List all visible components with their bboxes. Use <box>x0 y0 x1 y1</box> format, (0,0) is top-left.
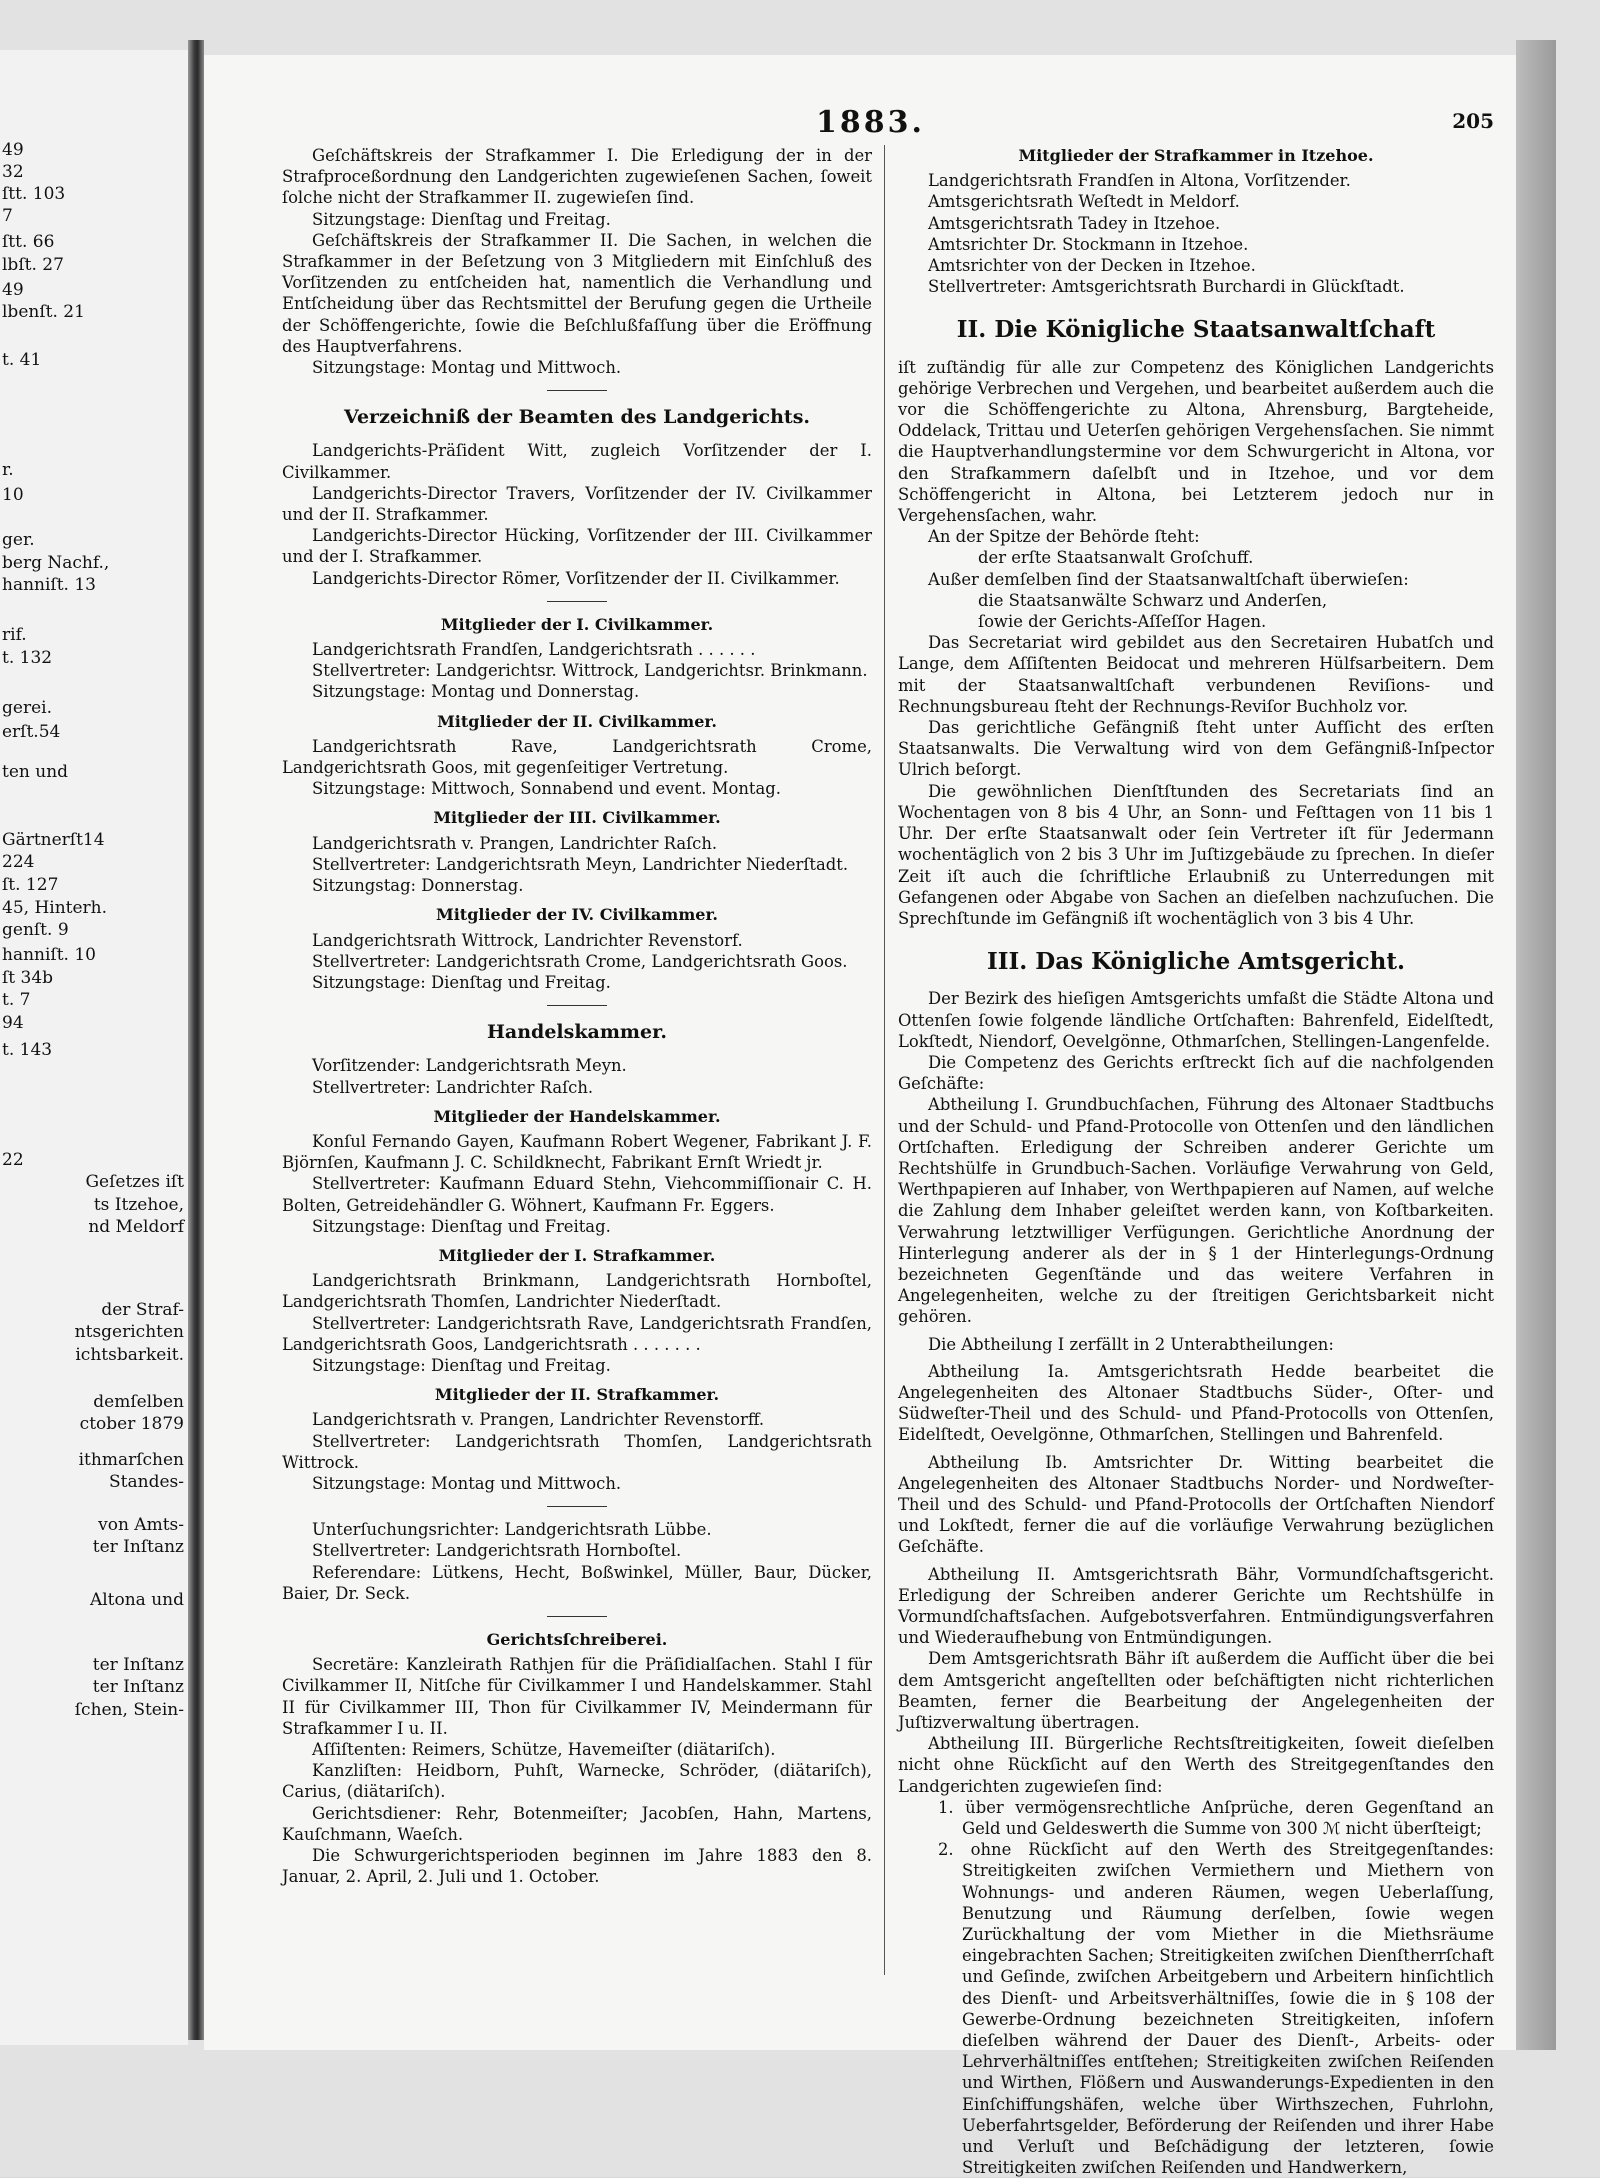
paragraph: Die Schwurgerichtsperioden beginnen im Jahre 1883 den 8. Januar, 2. April, 2. Juli und 1. October. <box>282 1846 872 1887</box>
fragment-line: von Amts- <box>98 1515 184 1535</box>
fragment-line: erſt.54 <box>2 722 61 742</box>
paragraph: Dem Amtsgerichtsrath Bähr iſt außerdem die Aufſicht über die bei dem Amtsgericht angeſtellten oder beſchäftigten nicht richterlichen Beamten, ferner die Bearbeitung der Angelegenheiten der Juſtizverwaltung übertragen. <box>898 1649 1494 1733</box>
paragraph: Landgerichtsrath Frandſen in Altona, Vorſitzender. <box>928 171 1351 191</box>
subsection-heading: Mitglieder der I. Strafkammer. <box>438 1245 716 1265</box>
book-gutter <box>188 40 204 2040</box>
paragraph: Abtheilung III. Bürgerliche Rechtsſtreitigkeiten, ſoweit dieſelben nicht ohne Rückſicht auf den Werth des Streitgegenſtandes den Landgerichten zugewieſen ſind: <box>898 1734 1494 1796</box>
paragraph: Geſchäftskreis der Strafkammer II. Die Sachen, in welchen die Strafkammer in der Beſetzung von 3 Mitgliedern mit Einſchluß des Vorſitzenden zu entſcheiden hat, namentlich die Verhandlung und Entſcheidung über das Rechtsmittel der Berufung gegen die Urtheile der Schöffengerichte, ſowie die Beſchlußfaſſung über die Eröffnung des Hauptverfahrens. <box>282 230 872 356</box>
paragraph: ſowie der Gerichts-Aſſeſſor Hagen. <box>978 612 1267 632</box>
fragment-line: t. 7 <box>2 990 31 1010</box>
fragment-line: 7 <box>2 206 13 226</box>
fragment-line: ts Itzehoe, <box>93 1195 184 1215</box>
paragraph: Die Abtheilung I zerfällt in 2 Unterabtheilungen: <box>928 1334 1334 1354</box>
page-year: 1883. <box>816 105 925 140</box>
paragraph: Abtheilung Ib. Amtsrichter Dr. Witting bearbeitet die Angelegenheiten des Altonaer Stadtbuchs Norder- und Nordweſter-Theil und des Schuld- und Pfand-Protocolls der Ortſchaften Niendorf und Lokſtedt, ferner die auf die vorläufige Verwahrung bezüglichen Geſchäfte. <box>898 1452 1494 1557</box>
section-heading: Verzeichniß der Beamten des Landgerichts. <box>343 406 811 429</box>
paragraph: Stellvertreter: Landgerichtsrath Thomſen, Landgerichtsrath Wittrock. <box>282 1431 872 1472</box>
paragraph: Sitzungstag: Donnerstag. <box>312 876 524 896</box>
paragraph: Vorſitzender: Landgerichtsrath Meyn. <box>312 1056 627 1076</box>
fragment-line: demſelben <box>93 1392 184 1412</box>
fragment-line: genſt. 9 <box>2 920 69 940</box>
paragraph: Der Bezirk des hieſigen Amtsgerichts umfaßt die Städte Altona und Ottenſen ſowie folgende ländliche Ortſchaften: Bahrenfeld, Eidelſtedt, Lokſtedt, Niendorf, Oevelgönne, Othmarſchen, Stellingen-Langenfelde. <box>898 989 1494 1051</box>
paragraph: Landgerichtsrath Brinkmann, Landgerichtsrath Hornboſtel, Landgerichtsrath Thomſen, Landrichter Niederſtadt. <box>282 1271 872 1312</box>
subsection-heading: Gerichtsſchreiberei. <box>486 1629 668 1649</box>
fragment-line: r. <box>2 460 14 480</box>
paragraph: der erſte Staatsanwalt Groſchuff. <box>978 548 1254 568</box>
fragment-line: ſt. 127 <box>2 875 59 895</box>
fragment-line: ter Inſtanz <box>92 1655 184 1675</box>
section-heading: II. Die Königliche Staatsanwaltſchaft <box>956 316 1436 344</box>
fragment-line: Gärtnerſt14 <box>2 830 105 850</box>
paragraph: Sitzungstage: Dienſtag und Freitag. <box>312 1355 611 1375</box>
paragraph: An der Spitze der Behörde ſteht: <box>928 527 1200 547</box>
fragment-line: ntsgerichten <box>74 1322 184 1342</box>
paragraph: Amtsrichter Dr. Stockmann in Itzehoe. <box>928 234 1249 254</box>
paragraph: Kanzliſten: Heidborn, Puhſt, Warnecke, Schröder, (diätariſch), Carius, (diätariſch). <box>282 1761 872 1802</box>
paragraph: Landgerichtsrath Frandſen, Landgerichtsrath . . . . . . <box>312 640 756 660</box>
fragment-line: 224 <box>2 852 35 872</box>
column-divider <box>884 145 885 1975</box>
fragment-line: 10 <box>2 485 24 505</box>
fragment-line: ſtt. 66 <box>2 232 55 252</box>
paragraph: Sitzungstage: Mittwoch, Sonnabend und event. Montag. <box>312 779 781 799</box>
section-heading: Handelskammer. <box>486 1021 668 1044</box>
left-column <box>282 145 872 1887</box>
competence-list <box>898 1797 1494 2178</box>
fragment-line: Altona und <box>89 1590 184 1610</box>
paragraph: Stellvertreter: Kaufmann Eduard Stehn, Viehcommiſſionair C. H. Bolten, Getreidehändler G. Wöhnert, Kaufmann Fr. Eggers. <box>282 1174 872 1215</box>
fragment-line: ithmarſchen <box>78 1450 184 1470</box>
fragment-line: gerei. <box>2 698 52 718</box>
paragraph: Abtheilung II. Amtsgerichtsrath Bähr, Vormundſchaftsgericht. Erledigung der Schreiben anderer Gerichte um Rechtshülfe in Vormundſchaftsſachen. Aufgebotsverfahren. Entmündigungsverfahren und Wiederaufhebung von Entmündigungen. <box>898 1564 1494 1648</box>
paragraph: Stellvertreter: Landgerichtsrath Crome, Landgerichtsrath Goos. <box>312 951 848 971</box>
fragment-line: t. 41 <box>2 350 42 370</box>
paragraph: Landgerichtsrath v. Prangen, Landrichter Raſch. <box>312 833 718 853</box>
separator <box>547 601 607 602</box>
paragraph: Amtsgerichtsrath Weſtedt in Meldorf. <box>928 192 1240 212</box>
subsection-heading: Mitglieder der II. Strafkammer. <box>434 1385 720 1405</box>
fragment-line: 49 <box>2 140 24 160</box>
fragment-line: ctober 1879 <box>79 1414 184 1434</box>
paragraph: Secretäre: Kanzleirath Rathjen für die Präſidialſachen. Stahl I für Civilkammer II, Nitſche für Civilkammer I und Handelskammer. Stahl II für Civilkammer III, Thon für Civilkammer IV, Meindermann für Strafkammer I u. II. <box>282 1655 872 1738</box>
fragment-line: 49 <box>2 280 24 300</box>
paragraph: Stellvertreter: Landgerichtsrath Hornboſtel. <box>312 1541 682 1561</box>
page-header <box>204 105 1516 145</box>
separator <box>547 390 607 391</box>
paragraph: Das gerichtliche Gefängniß ſteht unter Aufſicht des erſten Staatsanwalts. Die Verwaltung wird von dem Gefängniß-Inſpector Ulrich beſorgt. <box>898 718 1494 780</box>
fragment-line: ſt 34b <box>2 968 54 988</box>
fragment-line: lbſt. 27 <box>2 255 64 275</box>
fragment-line: 32 <box>2 162 24 182</box>
paragraph: Sitzungstage: Montag und Mittwoch. <box>312 358 622 378</box>
fragment-line: lbenſt. 21 <box>2 302 85 322</box>
fragment-line: 45, Hinterh. <box>2 898 108 918</box>
fragment-line: rif. <box>2 625 27 645</box>
paragraph: Stellvertreter: Landrichter Raſch. <box>312 1077 594 1097</box>
subsection-heading: Mitglieder der I. Civilkammer. <box>440 614 714 634</box>
paragraph: Landgerichts-Director Römer, Vorſitzender der II. Civilkammer. <box>312 568 840 588</box>
paragraph: Landgerichts-Director Travers, Vorſitzender der IV. Civilkammer und der II. Strafkammer. <box>282 483 872 525</box>
paragraph: Das Secretariat wird gebildet aus den Secretairen Hubatſch und Lange, dem Aſſiſtenten Beidocat und mehreren Hülfsarbeitern. Dem mit der Staatsanwaltſchaft verbundenen Reviſions- und Rechnungsbureau ſteht der Rechnungs-Reviſor Buchholz vor. <box>898 633 1494 716</box>
paragraph: Sitzungstage: Dienſtag und Freitag. <box>312 1216 611 1236</box>
paragraph: Referendare: Lütkens, Hecht, Boßwinkel, Müller, Baur, Dücker, Baier, Dr. Seck. <box>282 1562 872 1603</box>
page-number: 205 <box>1452 109 1494 133</box>
fragment-line: der Straf- <box>101 1300 184 1320</box>
fragment-line: Standes- <box>109 1472 184 1492</box>
paragraph: iſt zuſtändig für alle zur Competenz des Königlichen Landgerichts gehörige Verbrechen und Vergehen, und bearbeitet außerdem auch die vor die Schöffengerichte zu Altona, Ahrensburg, Bargteheide, Oddelack, Trittau und Ueterſen gehörigen Vergehensſachen. Sie nimmt die Hauptverhandlungstermine vor dem Schwurgericht in Altona, vor den Strafkammern daſelbſt und in Itzehoe, und vor dem Schöffengericht in Altona, bei Letzterem jedoch nur in Vergehensſachen, wahr. <box>898 357 1494 526</box>
list-item: 2. ohne Rückſicht auf den Werth des Streitgegenſtandes: Streitigkeiten zwiſchen Vermiethern und Miethern von Wohnungs- und anderen Räumen, wegen Ueberlaſſung, Benutzung und Räumung derſelben, ſowie wegen Zurückhaltung der vom Miether in die Miethsräume eingebrachten Sachen; Streitigkeiten zwiſchen Dienſtherrſchaft und Geſinde, zwiſchen Arbeitgebern und Arbeitern hinſichtlich des Dienſt- und Arbeitsverhältniſſes, ſowie die in § 108 der Gewerbe-Ordnung bezeichneten Streitigkeiten, inſofern dieſelben während der Dauer des Dienſt-, Arbeits- oder Lehrverhältniſſes entſtehen; Streitigkeiten zwiſchen Reiſenden und Wirthen, Flößern und Auswanderungs-Expedienten in den Einſchiffungshäfen, welche über Wirthszechen, Fuhrlohn, Ueberfahrtsgelder, Beförderung der Reiſenden und ihrer Habe und Verluſt und Beſchädigung der letzteren, ſowie Streitigkeiten zwiſchen Reiſenden und Handwerkern, <box>938 1840 1494 2178</box>
document-page <box>204 55 1516 2178</box>
fragment-line: ter Inſtanz <box>92 1537 184 1557</box>
section-heading: III. Das Königliche Amtsgericht. <box>987 948 1405 976</box>
paragraph: Gerichtsdiener: Rehr, Botenmeiſter; Jacobſen, Hahn, Martens, Kauſchmann, Waeſch. <box>282 1803 872 1844</box>
paragraph: Unterſuchungsrichter: Landgerichtsrath Lübbe. <box>312 1520 712 1540</box>
fragment-line: ger. <box>2 530 35 550</box>
paragraph: Landgerichtsrath Wittrock, Landrichter Revenstorf. <box>312 930 743 950</box>
paragraph: Aſſiſtenten: Reimers, Schütze, Havemeiſter (diätariſch). <box>312 1740 776 1759</box>
fragment-line: ichtsbarkeit. <box>75 1345 184 1365</box>
paragraph: Landgerichts-Präſident Witt, zugleich Vorſitzender der I. Civilkammer. <box>282 441 872 482</box>
paragraph: Sitzungstage: Montag und Mittwoch. <box>312 1473 622 1493</box>
fragment-line: Geſetzes iſt <box>85 1172 184 1192</box>
fragment-line: hanniſt. 10 <box>2 945 96 965</box>
fragment-line: t. 132 <box>2 648 53 668</box>
paragraph: Amtsgerichtsrath Tadey in Itzehoe. <box>928 213 1221 233</box>
paragraph: Stellvertreter: Landgerichtsrath Meyn, Landrichter Niederſtadt. <box>312 854 849 874</box>
paragraph: Die gewöhnlichen Dienſtſtunden des Secretariats ſind an Wochentagen von 8 bis 4 Uhr, an Sonn- und Feſttagen von 11 bis 1 Uhr. Der erſte Staatsanwalt oder ſein Vertreter iſt für Jedermann wochentäglich von 2 bis 3 Uhr im Juſtizgebäude zu ſprechen. In dieſer Zeit iſt auch die ſchriftliche Erlaubniß zu Unterredungen mit Gefangenen oder Abgabe von Sachen an dieſelben nachzuſuchen. Die Sprechſtunde im Gefängniß iſt wochentäglich von 3 bis 4 Uhr. <box>898 781 1494 928</box>
subsection-heading: Mitglieder der II. Civilkammer. <box>437 711 717 731</box>
paragraph: Geſchäftskreis der Strafkammer I. Die Erledigung der in der Strafproceßordnung den Landgerichten zugewieſenen Sachen, ſoweit ſolche nicht der Strafkammer II. zugewieſen ſind. <box>282 146 872 208</box>
fragment-line: berg Nachf., <box>2 553 110 573</box>
paragraph: Die Competenz des Gerichts erſtreckt ſich auf die nachfolgenden Geſchäfte: <box>898 1052 1494 1094</box>
subsection-heading: Mitglieder der III. Civilkammer. <box>433 808 721 828</box>
paragraph: Landgerichtsrath Rave, Landgerichtsrath Crome, Landgerichtsrath Goos, mit gegenſeitiger Vertretung. <box>282 736 872 778</box>
paragraph: die Staatsanwälte Schwarz und Anderſen, <box>978 590 1328 610</box>
paragraph: Abtheilung I. Grundbuchſachen, Führung des Altonaer Stadtbuchs und der Schuld- und Pfand-Protocolle von Ottenſen und den ländlichen Ortſchaften. Erledigung der Schreiben anderer Gerichte um Rechtshülfe in Grundbuch-Sachen. Vorläufige Verwahrung von Geld, Werthpapieren auf Inhaber, von Werthpapieren auf Namen, auf welche die Zahlung dem Inhaber geleiſtet werden kann, von Koſtbarkeiten. Verwahrung letztwilliger Verfügungen. Gerichtliche Anordnung der Hinterlegung anderer als der in § 1 der Hinterlegungs-Ordnung bezeichneten Gegenſtände und das weitere Verfahren in Angelegenheiten, welche zu der ſtreitigen Gerichtsbarkeit nicht gehören. <box>898 1095 1494 1327</box>
subsection-heading: Mitglieder der Handelskammer. <box>433 1106 721 1126</box>
fragment-line: ſchen, Stein- <box>74 1700 184 1720</box>
fragment-line: ſtt. 103 <box>2 184 66 204</box>
subsection-heading: Mitglieder der Strafkammer in Itzehoe. <box>1018 146 1374 165</box>
right-column <box>898 145 1494 2178</box>
paragraph: Stellvertreter: Landgerichtsrath Rave, Landgerichtsrath Frandſen, Landgerichtsrath Goos, Landgerichtsrath . . . . . . . <box>282 1313 872 1354</box>
page-edge <box>1516 40 1556 2050</box>
paragraph: Konſul Fernando Gayen, Kaufmann Robert Wegener, Fabrikant J. F. Björnſen, Kaufmann J. C. Schildknecht, Fabrikant Ernſt Wriedt jr. <box>282 1131 872 1173</box>
paragraph: Amtsrichter von der Decken in Itzehoe. <box>928 256 1256 276</box>
subsection-heading: Mitglieder der IV. Civilkammer. <box>436 905 718 925</box>
paragraph: Landgerichtsrath v. Prangen, Landrichter Revenstorff. <box>312 1410 765 1430</box>
list-item: 1. über vermögensrechtliche Anſprüche, deren Gegenſtand an Geld und Geldeswerth die Summe von 300 ℳ nicht überſteigt; <box>938 1797 1494 1839</box>
fragment-line: t. 143 <box>2 1040 53 1060</box>
fragment-line: 22 <box>2 1150 24 1170</box>
fragment-line: nd Meldorf <box>88 1217 184 1237</box>
paragraph: Sitzungstage: Montag und Donnerstag. <box>312 682 640 702</box>
separator <box>547 1005 607 1006</box>
paragraph: Stellvertreter: Amtsgerichtsrath Burchardi in Glückſtadt. <box>928 277 1405 297</box>
paragraph: Stellvertreter: Landgerichtsr. Wittrock, Landgerichtsr. Brinkmann. <box>312 661 868 681</box>
paragraph: Außer demſelben ſind der Staatsanwaltſchaft überwieſen: <box>928 569 1409 589</box>
paragraph: Landgerichts-Director Hücking, Vorſitzender der III. Civilkammer und der I. Strafkammer. <box>282 526 872 567</box>
paragraph: Sitzungstage: Dienſtag und Freitag. <box>312 209 611 229</box>
separator <box>547 1616 607 1617</box>
paragraph: Sitzungstage: Dienſtag und Freitag. <box>312 972 611 992</box>
fragment-line: hanniſt. 13 <box>2 575 96 595</box>
fragment-line: ten und <box>2 762 69 782</box>
fragment-line: ter Inſtanz <box>92 1677 184 1697</box>
previous-page-fragment <box>0 50 188 2045</box>
paragraph: Abtheilung Ia. Amtsgerichtsrath Hedde bearbeitet die Angelegenheiten des Altonaer Stadtbuchs Süder-, Oſter- und Südweſter-Theil und des Schuld- und Pfand-Protocolls von Ottenſen, Eidelſtedt, Oevelgönne, Othmarſchen, Stellingen und Bahrenfeld. <box>898 1361 1494 1445</box>
separator <box>547 1506 607 1507</box>
fragment-line: 94 <box>2 1013 24 1033</box>
